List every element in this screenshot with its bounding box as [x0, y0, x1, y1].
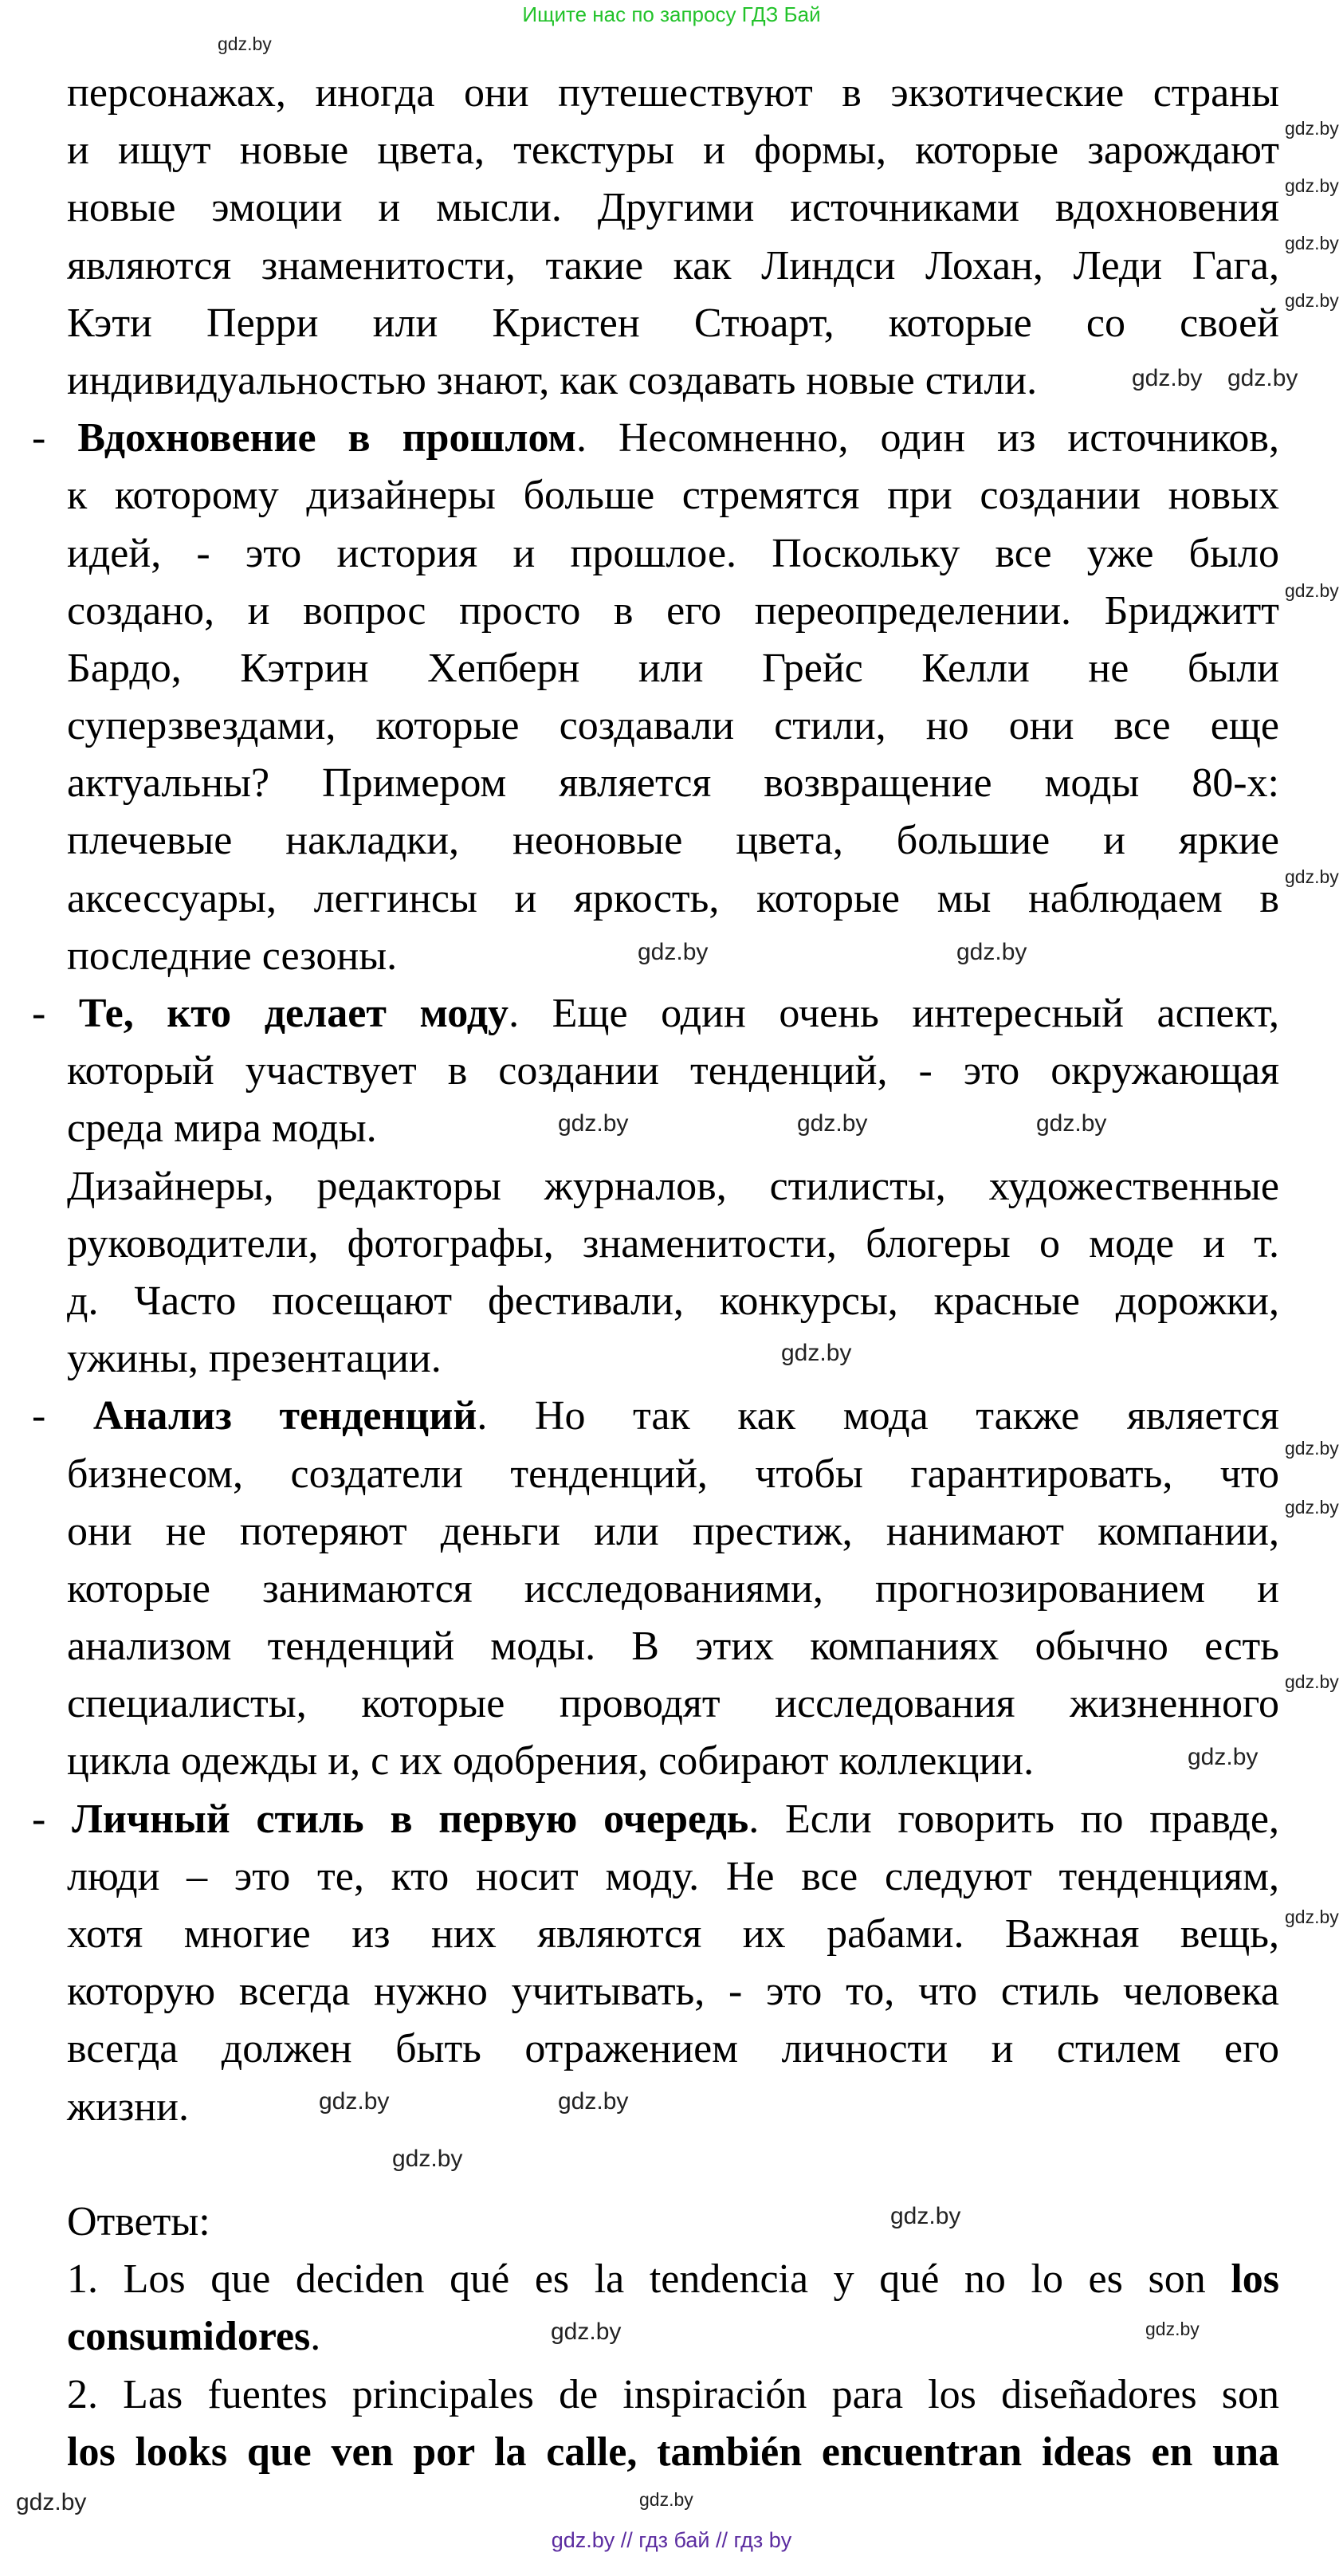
text-segment: они не потеряют деньги или престиж, нанимают компании, — [67, 1508, 1279, 1554]
text-line — [67, 2136, 1279, 2193]
text-segment: Дизайнеры, редакторы журналов, стилисты, художественные — [67, 1163, 1279, 1209]
text-segment: руководители, фотографы, знаменитости, блогеры о моде и т. — [67, 1220, 1279, 1266]
text-segment: Ответы: — [67, 2198, 210, 2244]
text-line — [32, 1791, 1279, 1848]
text-line — [67, 1618, 1279, 1675]
watermark: gdz.by — [1285, 1497, 1339, 1518]
text-segment: бизнесом, создатели тенденций, чтобы гарантировать, что — [67, 1451, 1279, 1497]
text-line — [67, 1675, 1279, 1733]
text-segment: люди – это те, кто носит моду. Не все следуют тенденциям, — [67, 1853, 1279, 1899]
text-line — [67, 238, 1279, 295]
watermark: gdz.by — [551, 2319, 622, 2345]
text-line — [67, 122, 1279, 179]
text-line — [67, 640, 1279, 697]
text-segment: специалисты, которые проводят исследования жизненного — [67, 1681, 1279, 1727]
text-segment: среда мира моды. — [67, 1105, 377, 1152]
text-segment: которые занимаются исследованиями, прогнозированием и — [67, 1565, 1279, 1612]
text-line — [67, 755, 1279, 812]
text-line — [67, 2193, 1279, 2251]
document-body — [32, 65, 1279, 2481]
search-banner[interactable]: Ищите нас по запросу ГДЗ Бай — [522, 2, 821, 26]
text-segment: и ищут новые цвета, текстуры и формы, которые зарождают — [67, 128, 1279, 174]
text-line — [67, 2251, 1279, 2308]
text-line — [67, 1733, 1279, 1790]
text-segment: . — [310, 2314, 321, 2360]
watermark: gdz.by — [1285, 580, 1339, 601]
text-segment: анализом тенденций моды. В этих компаниях обычно есть — [67, 1624, 1279, 1670]
text-segment: . Но так как мода также является — [477, 1393, 1279, 1439]
bold-heading: Те, кто делает моду — [78, 991, 509, 1036]
watermark: gdz.by — [1285, 1671, 1339, 1692]
watermark: gdz.by — [1285, 118, 1339, 139]
text-segment: который участвует в создании тенденций, - это окружающая — [67, 1048, 1279, 1094]
text-segment: суперзвездами, которые создавали стили, но они все еще — [67, 703, 1279, 749]
watermark: gdz.by — [1285, 233, 1339, 253]
text-segment: персонажах, иногда они путешествуют в экзотические страны — [67, 70, 1279, 116]
watermark: gdz.by — [1285, 866, 1339, 887]
watermark: gdz.by — [319, 2088, 390, 2115]
text-segment: цикла одежды и, с их одобрения, собирают коллекции. — [67, 1738, 1035, 1785]
text-segment: Кэти Перри или Кристен Стюарт, которые со своей — [67, 300, 1279, 346]
text-line — [67, 1963, 1279, 2020]
text-line — [32, 985, 1279, 1043]
text-line — [67, 1215, 1279, 1273]
text-segment: ужины, презентации. — [67, 1336, 442, 1382]
text-segment: хотя многие из них являются их рабами. Важная вещь, — [67, 1911, 1279, 1957]
text-line — [67, 2020, 1279, 2078]
text-line — [67, 65, 1279, 122]
watermark: gdz.by — [1145, 2319, 1200, 2339]
watermark: gdz.by — [1285, 1438, 1339, 1459]
watermark: gdz.by — [558, 2088, 629, 2115]
bold-heading: consumidores — [67, 2314, 311, 2360]
text-line — [67, 2308, 1279, 2366]
watermark: gdz.by — [1227, 365, 1298, 391]
watermark: gdz.by — [639, 2489, 693, 2510]
watermark: gdz.by — [956, 939, 1027, 965]
watermark: gdz.by — [1285, 175, 1339, 196]
text-segment: актуальны? Примером является возвращение моды 80-х: — [67, 760, 1279, 807]
text-segment: . Если говорить по правде, — [748, 1796, 1279, 1842]
text-line — [67, 2424, 1279, 2481]
text-segment: аксессуары, леггинсы и яркость, которые мы наблюдаем в — [67, 875, 1279, 921]
text-line — [67, 1043, 1279, 1100]
text-line — [67, 1906, 1279, 1963]
text-line — [67, 1273, 1279, 1330]
text-line — [67, 467, 1279, 524]
watermark: gdz.by — [16, 2489, 87, 2515]
text-segment: - — [32, 1796, 73, 1842]
bold-heading: los looks que ven por la calle, también encuentran ideas en una — [67, 2429, 1279, 2475]
watermark: gdz.by — [781, 1340, 852, 1366]
text-line — [32, 410, 1279, 467]
watermark: gdz.by — [1188, 1744, 1259, 1770]
text-segment: жизни. — [67, 2083, 189, 2130]
text-line — [67, 697, 1279, 755]
watermark: gdz.by — [1132, 365, 1203, 391]
watermark: gdz.by — [638, 939, 709, 965]
watermark: gdz.by — [392, 2146, 463, 2172]
text-line — [67, 2366, 1279, 2424]
text-segment: - — [32, 1393, 93, 1439]
text-line — [67, 2079, 1279, 2136]
text-line — [67, 1158, 1279, 1215]
text-segment: индивидуальностью знают, как создавать новые стили. — [67, 357, 1038, 403]
text-segment: плечевые накладки, неоновые цвета, большие и яркие — [67, 818, 1279, 864]
watermark: gdz.by — [218, 33, 272, 54]
text-segment: - — [32, 991, 79, 1036]
text-segment: последние сезоны. — [67, 933, 398, 979]
watermark: gdz.by — [1285, 290, 1339, 311]
text-line — [67, 1561, 1279, 1618]
text-line — [67, 1330, 1279, 1388]
text-segment: создано, и вопрос просто в его переопределении. Бриджитт — [67, 587, 1279, 634]
text-segment: новые эмоции и мысли. Другими источниками вдохновения — [67, 185, 1279, 231]
text-line — [67, 352, 1279, 410]
text-segment: к которому дизайнеры больше стремятся при создании новых — [67, 473, 1279, 519]
text-line — [67, 295, 1279, 352]
text-line — [67, 1446, 1279, 1503]
footer-links[interactable]: gdz.by // гдз бай // гдз by — [551, 2528, 792, 2552]
text-line — [67, 1503, 1279, 1561]
watermark: gdz.by — [558, 1110, 629, 1137]
watermark: gdz.by — [1036, 1110, 1107, 1137]
text-line — [67, 870, 1279, 928]
text-segment: всегда должен быть отражением личности и стилем его — [67, 2026, 1279, 2072]
text-segment: . Несомненно, один из источников, — [575, 415, 1279, 461]
text-line — [67, 812, 1279, 870]
text-segment: 1. Los que deciden qué es la tendencia y qué no lo es son — [67, 2256, 1231, 2303]
text-segment: идей, - это история и прошлое. Поскольку все уже было — [67, 530, 1279, 576]
text-segment: 2. Las fuentes principales de inspiración para los diseñadores son — [67, 2371, 1279, 2417]
text-line — [67, 1848, 1279, 1906]
watermark: gdz.by — [1285, 1906, 1339, 1927]
text-segment: являются знаменитости, такие как Линдси Лохан, Леди Гага, — [67, 242, 1279, 289]
text-segment: д. Часто посещают фестивали, конкурсы, красные дорожки, — [67, 1278, 1279, 1324]
text-line — [67, 179, 1279, 237]
watermark: gdz.by — [890, 2203, 961, 2229]
text-line — [32, 1388, 1279, 1445]
bold-heading: Анализ тенденций — [92, 1393, 477, 1439]
text-segment: - — [32, 415, 78, 461]
watermark: gdz.by — [797, 1110, 868, 1137]
text-segment: . Еще один очень интересный аспект, — [509, 991, 1279, 1036]
text-line — [67, 525, 1279, 583]
text-segment: Бардо, Кэтрин Хепберн или Грейс Келли не были — [67, 645, 1279, 691]
bold-heading: Вдохновение в прошлом — [77, 415, 576, 461]
bold-heading: Личный стиль в первую очередь — [72, 1796, 749, 1842]
text-line — [67, 583, 1279, 640]
text-segment: которую всегда нужно учитывать, - это то, что стиль человека — [67, 1969, 1279, 2015]
bold-heading: los — [1231, 2256, 1279, 2303]
